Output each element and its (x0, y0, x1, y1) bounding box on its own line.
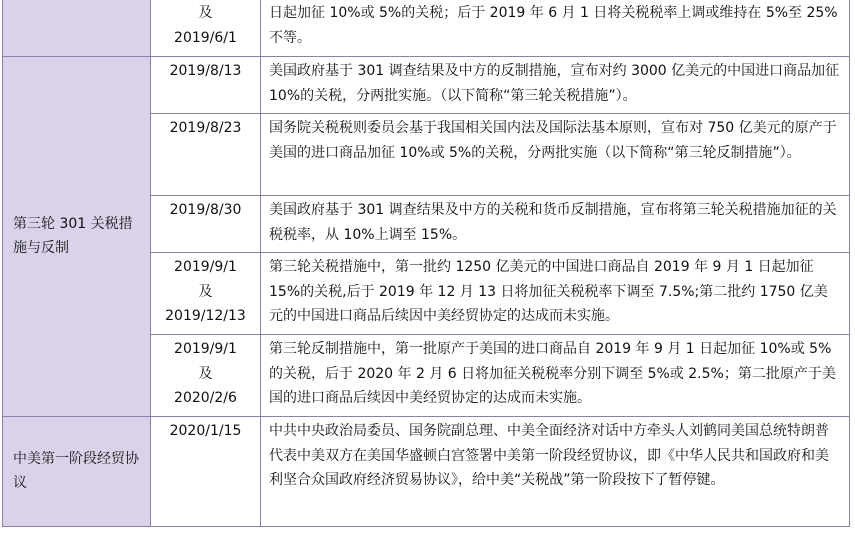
date-line: 2019/6/1 (174, 29, 237, 46)
category-cell: 中美第一阶段经贸协议 (3, 417, 151, 527)
date-cell (151, 114, 261, 196)
date-line: 2020/1/15 (169, 423, 242, 439)
table-row (3, 417, 850, 527)
description-cell: 美国政府基于 301 调查结果及中方的关税和货币反制措施，宣布将第三轮关税措施加征的关税税率，从 10%上调至 15%。 (261, 196, 850, 253)
date-line: 及 (198, 283, 213, 300)
date-line: 2019/9/1 (174, 341, 237, 357)
table-row (3, 0, 850, 57)
description-cell: 中共中央政治局委员、国务院副总理、中美全面经济对话中方牵头人刘鹤同美国总统特朗普代表中美双方在美国华盛顿白宫签署中美第一阶段经贸协议，即《中华人民共和国政府和美利坚合众国政府经济贸易协议》，给中美“关税战”第一阶段按下了暂停键。 (261, 417, 850, 527)
description-cell: 国务院关税税则委员会基于我国相关国内法及国际法基本原则，宣布对 750 亿美元的原产于美国的进口商品加征 10%或 5%的关税，分两批实施（以下简称“第三轮反制措施”）。 (261, 114, 850, 196)
date-line: 及 (198, 5, 213, 21)
date-cell (151, 253, 261, 335)
date-line: 2019/8/23 (169, 120, 242, 136)
category-cell (3, 0, 151, 57)
tariff-timeline-table (2, 0, 850, 527)
category-cell: 第三轮 301 关税措施与反制 (3, 57, 151, 417)
date-line: 2019/12/13 (165, 308, 246, 324)
description-cell: 第三轮反制措施中，第一批原产于美国的进口商品自 2019 年 9 月 1 日起加征 10%或 5%的关税，后于 2020 年 2 月 6 日将加征关税税率分别下调至 5%或 2.5%；第二批原产于美国的进口商品后续因中美经贸协定的达成而未实施。 (261, 335, 850, 417)
date-line: 2019/9/1 (174, 259, 237, 275)
date-line: 2019/8/13 (169, 63, 242, 79)
description-cell: 第三轮关税措施中，第一批约 1250 亿美元的中国进口商品自 2019 年 9 月 1 日起加征 15%的关税,后于 2019 年 12 月 13 日将加征关税税率下调至 7.5%;第二批约 1750 亿美元的中国进口商品后续因中美经贸协定的达成而未实施。 (261, 253, 850, 335)
date-cell (151, 196, 261, 253)
date-cell (151, 0, 261, 57)
date-cell (151, 57, 261, 114)
date-cell (151, 417, 261, 527)
date-line: 及 (198, 365, 213, 382)
date-cell (151, 335, 261, 417)
description-cell: 日起加征 10%或 5%的关税；后于 2019 年 6 月 1 日将关税税率上调或维持在 5%至 25%不等。 (261, 0, 850, 57)
description-cell: 美国政府基于 301 调查结果及中方的反制措施，宣布对约 3000 亿美元的中国进口商品加征 10%的关税，分两批实施。（以下简称“第三轮关税措施”）。 (261, 57, 850, 114)
table-row (3, 57, 850, 114)
date-line: 2020/2/6 (174, 390, 237, 406)
date-line: 2019/8/30 (169, 202, 242, 218)
